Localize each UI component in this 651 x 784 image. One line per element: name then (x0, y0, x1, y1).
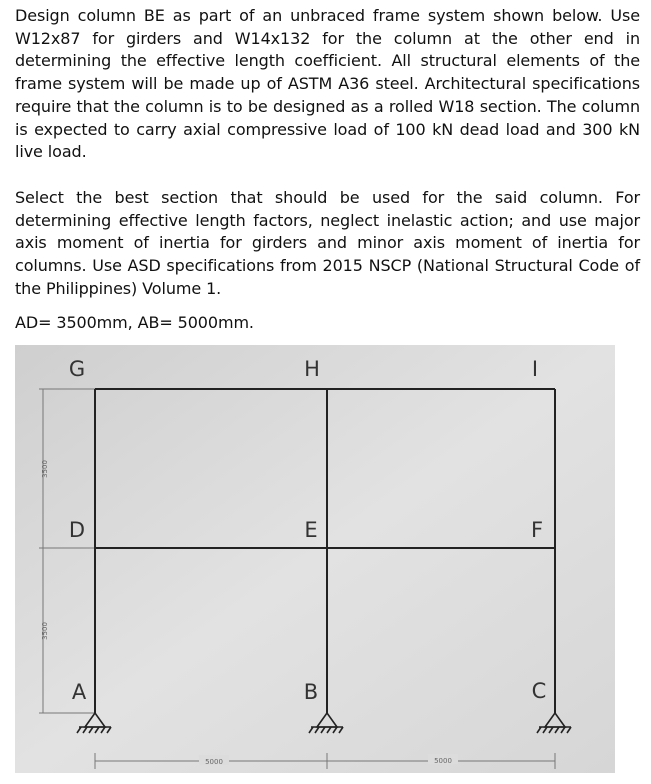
node-label-A: A (71, 680, 87, 704)
node-label-F: F (530, 518, 544, 542)
problem-paragraph-2: Select the best section that should be used for the said column. For determining effective length factors, neglect inelastic action; and use major axis moment of inertia for girders and minor axis moment of inertia for columns. Use ASD specifications from 2015 NSCP (National Structural Code of the Philippines) Volume 1. (15, 188, 640, 298)
node-label-D: D (68, 518, 86, 542)
dimension-height-lower: 3500 (41, 622, 49, 640)
diagram-background (15, 345, 615, 773)
frame-diagram (15, 345, 615, 773)
dimension-span-right: 5000 (434, 757, 452, 765)
dimension-height-upper: 3500 (41, 460, 49, 478)
node-label-H: H (304, 357, 320, 381)
node-label-G: G (68, 357, 86, 381)
dimension-span-left: 5000 (205, 758, 223, 766)
node-label-I: I (531, 357, 539, 381)
node-label-C: C (531, 679, 547, 703)
node-label-B: B (303, 680, 319, 704)
node-label-E: E (304, 518, 318, 542)
problem-paragraph-1: Design column BE as part of an unbraced frame system shown below. Use W12x87 for girders and W14x132 for the column at the other end in determining the effective length coefficient. All structural elements of the frame system will be made up of ASTM A36 steel. Architectural specifications require that the column is to be designed as a rolled W18 section. The column is expected to carry axial compressive load of 100 kN dead load and 300 kN live load. (15, 6, 640, 162)
given-dimensions: AD= 3500mm, AB= 5000mm. (15, 313, 254, 332)
